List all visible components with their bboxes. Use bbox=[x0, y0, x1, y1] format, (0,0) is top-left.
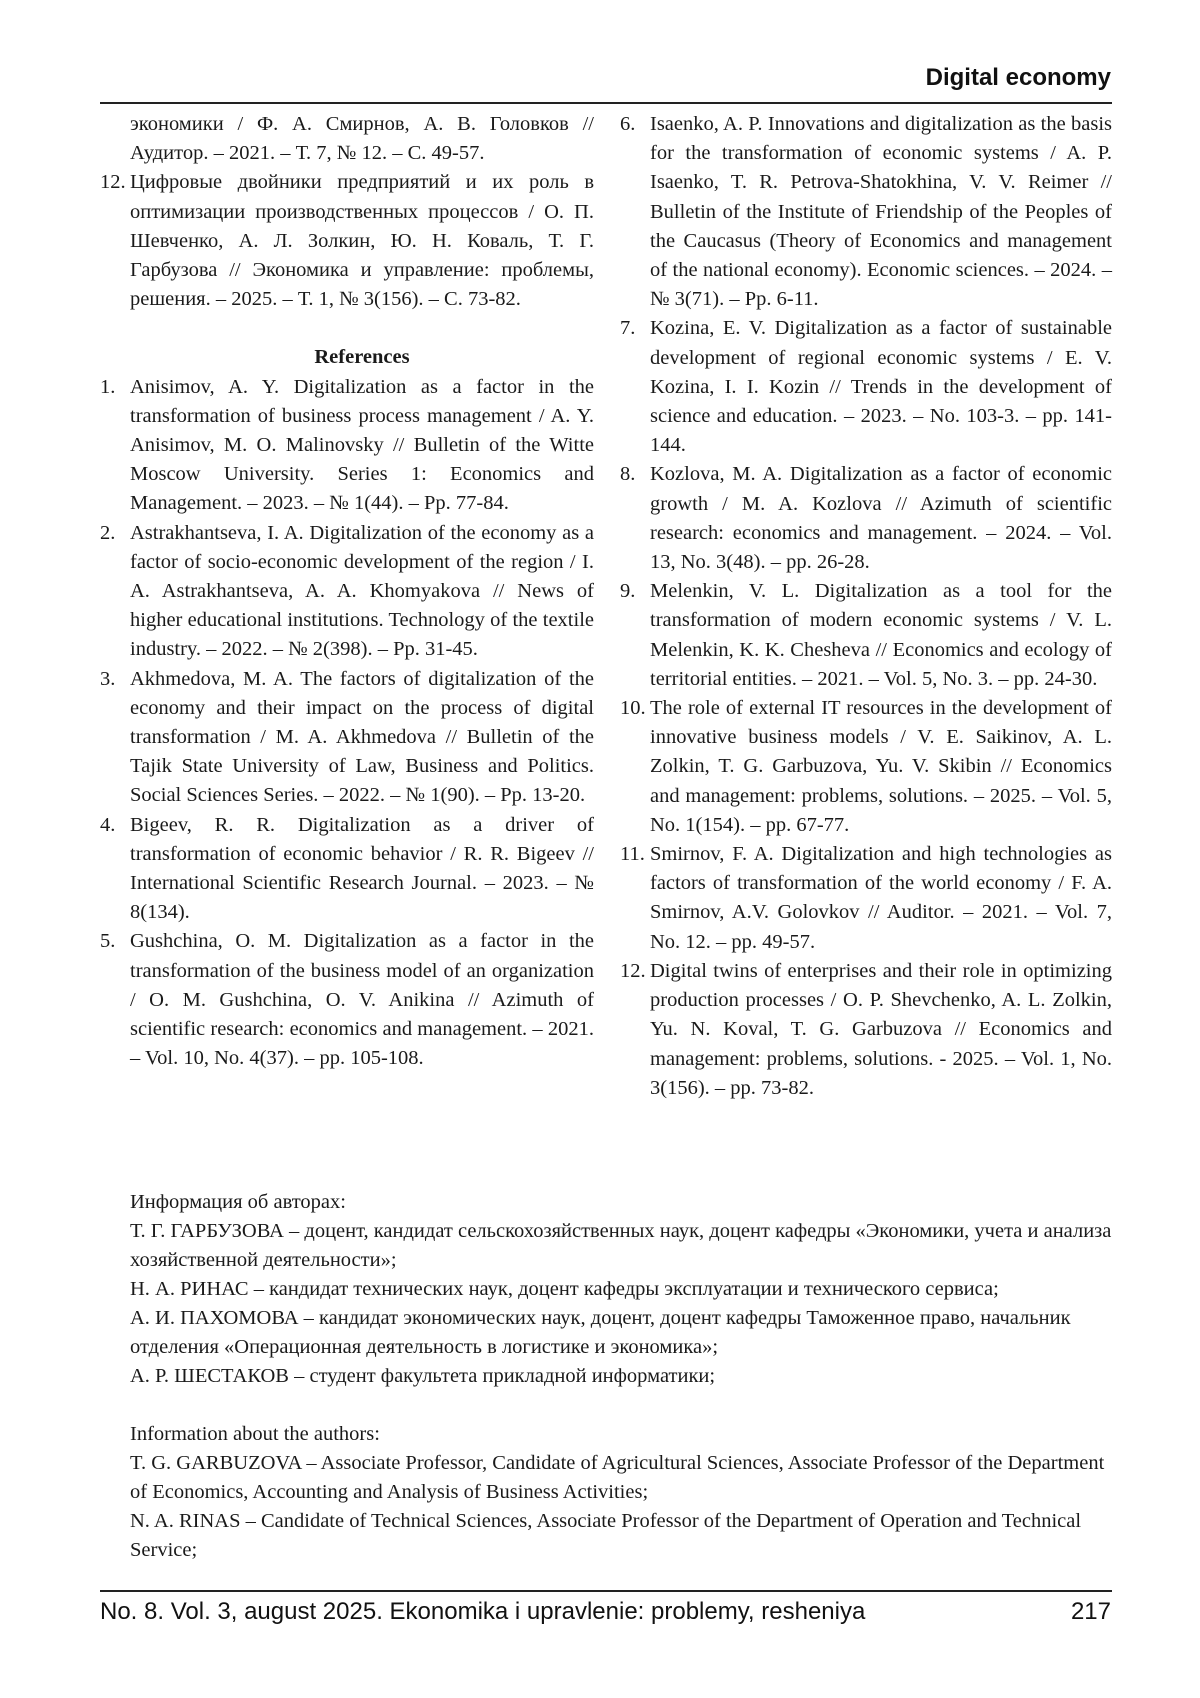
reference-text: Gushchina, O. M. Digitalization as a factor in the transformation of the business model of an organization / O. M. Gushchina, O. V. Anikina // Azimuth of scientific research: economics and management. – 2021. – Vol. 10, No. 4(37). – pp. 105-108. bbox=[130, 930, 594, 1070]
author-line: Н. А. РИНАС – кандидат технических наук, доцент кафедры эксплуатации и технического сервиса; bbox=[130, 1278, 999, 1300]
reference-number: 5. bbox=[100, 930, 116, 953]
footer-journal: No. 8. Vol. 3, august 2025. Ekonomika i upravlenie: problemy, resheniya bbox=[100, 1598, 866, 1625]
reference-number: 4. bbox=[100, 813, 116, 836]
author-line: А. И. ПАХОМОВА – кандидат экономических наук, доцент, доцент кафедры Таможенное право, начальник отделения «Операционная деятельность в логистике и экономика»; bbox=[130, 1307, 1071, 1358]
reference-number: 9. bbox=[620, 580, 636, 603]
section-title: Digital economy bbox=[925, 64, 1111, 91]
reference-number: 12. bbox=[100, 171, 126, 194]
author-line: T. G. GARBUZOVA – Associate Professor, Candidate of Agricultural Sciences, Associate Professor of the Department of Economics, Accounting and Analysis of Business Activities; bbox=[130, 1452, 1105, 1503]
reference-text: Isaenko, A. P. Innovations and digitalization as the basis for the transformation of economic systems / A. P. Isaenko, T. R. Petrova-Shatokhina, V. V. Reimer // Bulletin of the Institute of Friendship of the Peoples of the Caucasus (Theory of Economics and management of the national economy). Economic sciences. – 2024. – № 3(71). – Pp. 6-11. bbox=[650, 113, 1112, 311]
reference-number: 8. bbox=[620, 463, 636, 486]
reference-number: 6. bbox=[620, 113, 636, 135]
reference-text: Smirnov, F. A. Digitalization and high technologies as factors of transformation of the world economy / F. A. Smirnov, A.V. Golovkov // Auditor. – 2021. – Vol. 7, No. 12. – pp. 49-57. bbox=[650, 843, 1112, 953]
reference-text: The role of external IT resources in the development of innovative business models / V. E. Saikinov, A. L. Zolkin, T. G. Garbuzova, Yu. V. Skibin // Economics and management: problems, solutions. – 2025. – Vol. 5, No. 1(154). – pp. 67-77. bbox=[650, 697, 1112, 836]
reference-number: 11. bbox=[620, 843, 645, 866]
reference-item-11 bbox=[620, 840, 1112, 957]
reference-item-4 bbox=[100, 811, 594, 928]
reference-text: Digital twins of enterprises and their role in optimizing production processes / O. P. Shevchenko, A. L. Zolkin, Yu. N. Koval, T. G. Garbuzova // Economics and management: problems, solutions. - 2025. – Vol. 1, No. 3(156). – pp. 73-82. bbox=[650, 959, 1112, 1099]
page-number: 217 bbox=[1070, 1598, 1111, 1625]
reference-text: Цифровые двойники предприятий и их роль в оптимизации производственных процессов / О. П. Шевченко, А. Л. Золкин, Ю. Н. Коваль, Т. Г. Гарбузова // Экономика и управление: проблемы, решения. – 2025. – Т. 1, № 3(156). – С. 73-82. bbox=[130, 171, 594, 311]
reference-text: Bigeev, R. R. Digitalization as a driver of transformation of economic behavior / R. R. Bigeev // International Scientific Research Journal. – 2023. – № 8(134). bbox=[130, 813, 594, 924]
reference-item-12 bbox=[620, 957, 1112, 1103]
reference-item-10 bbox=[620, 694, 1112, 840]
left-column bbox=[100, 110, 594, 1074]
reference-text: Kozina, E. V. Digitalization as a factor of sustainable development of regional economic systems / E. V. Kozina, I. I. Kozin // Trends in the development of science and education. – 2023. – No. 103-3. – pp. 141-144. bbox=[650, 317, 1112, 457]
reference-text: Anisimov, A. Y. Digitalization as a factor in the transformation of business process management / A. Y. Anisimov, M. O. Malinovsky // Bulletin of the Witte Moscow University. Series 1: Economics and Management. – 2023. – № 1(44). – Pp. 77-84. bbox=[130, 375, 594, 515]
reference-text: Melenkin, V. L. Digitalization as a tool for the transformation of modern economic systems / V. L. Melenkin, K. K. Chesheva // Economics and ecology of territorial entities. – 2021. – Vol. 5, No. 3. – pp. 24-30. bbox=[650, 580, 1112, 690]
header-rule bbox=[100, 102, 1112, 104]
reference-item-1 bbox=[100, 373, 594, 519]
reference-item-7 bbox=[620, 314, 1112, 460]
reference-number: 7. bbox=[620, 317, 636, 340]
references-heading: References bbox=[314, 346, 410, 369]
reference-item-9 bbox=[620, 577, 1112, 694]
authors-heading-en: Information about the authors: bbox=[130, 1423, 380, 1445]
reference-number: 1. bbox=[100, 375, 116, 398]
authors-info-en bbox=[130, 1420, 1112, 1565]
authors-info-ru bbox=[130, 1188, 1112, 1391]
reference-number: 10. bbox=[620, 697, 646, 720]
right-column bbox=[620, 110, 1112, 1103]
reference-continuation: экономики / Ф. А. Смирнов, А. В. Головков // Аудитор. – 2021. – Т. 7, № 12. – С. 49-57. bbox=[130, 113, 594, 165]
reference-item-ru-12 bbox=[100, 168, 594, 314]
reference-number: 2. bbox=[100, 521, 116, 544]
reference-number: 3. bbox=[100, 667, 116, 690]
reference-text: Kozlova, M. A. Digitalization as a factor of economic growth / M. A. Kozlova // Azimuth of scientific research: economics and management. – 2024. – Vol. 13, No. 3(48). – pp. 26-28. bbox=[650, 463, 1112, 574]
reference-number: 12. bbox=[620, 959, 646, 982]
authors-heading-ru: Информация об авторах: bbox=[130, 1191, 346, 1213]
footer-rule bbox=[100, 1590, 1112, 1592]
reference-item-2 bbox=[100, 519, 594, 665]
reference-item-8 bbox=[620, 460, 1112, 577]
author-line: А. Р. ШЕСТАКОВ – студент факультета прикладной информатики; bbox=[130, 1365, 716, 1387]
reference-text: Astrakhantseva, I. A. Digitalization of the economy as a factor of socio-economic development of the region / I. A. Astrakhantseva, A. A. Khomyakova // News of higher educational institutions. Technology of the textile industry. – 2022. – № 2(398). – Pp. 31-45. bbox=[130, 521, 594, 661]
reference-item-6 bbox=[620, 110, 1112, 314]
reference-item-3 bbox=[100, 665, 594, 811]
reference-text: Akhmedova, M. A. The factors of digitalization of the economy and their impact on the process of digital transformation / M. A. Akhmedova // Bulletin of the Tajik State University of Law, Business and Politics. Social Sciences Series. – 2022. – № 1(90). – Pp. 13-20. bbox=[130, 667, 594, 807]
author-line: N. A. RINAS – Candidate of Technical Sciences, Associate Professor of the Department of Operation and Technical Service; bbox=[130, 1510, 1082, 1561]
author-line: Т. Г. ГАРБУЗОВА – доцент, кандидат сельскохозяйственных наук, доцент кафедры «Экономики, учета и анализа хозяйственной деятельности»; bbox=[130, 1220, 1112, 1271]
reference-item-5 bbox=[100, 927, 594, 1073]
